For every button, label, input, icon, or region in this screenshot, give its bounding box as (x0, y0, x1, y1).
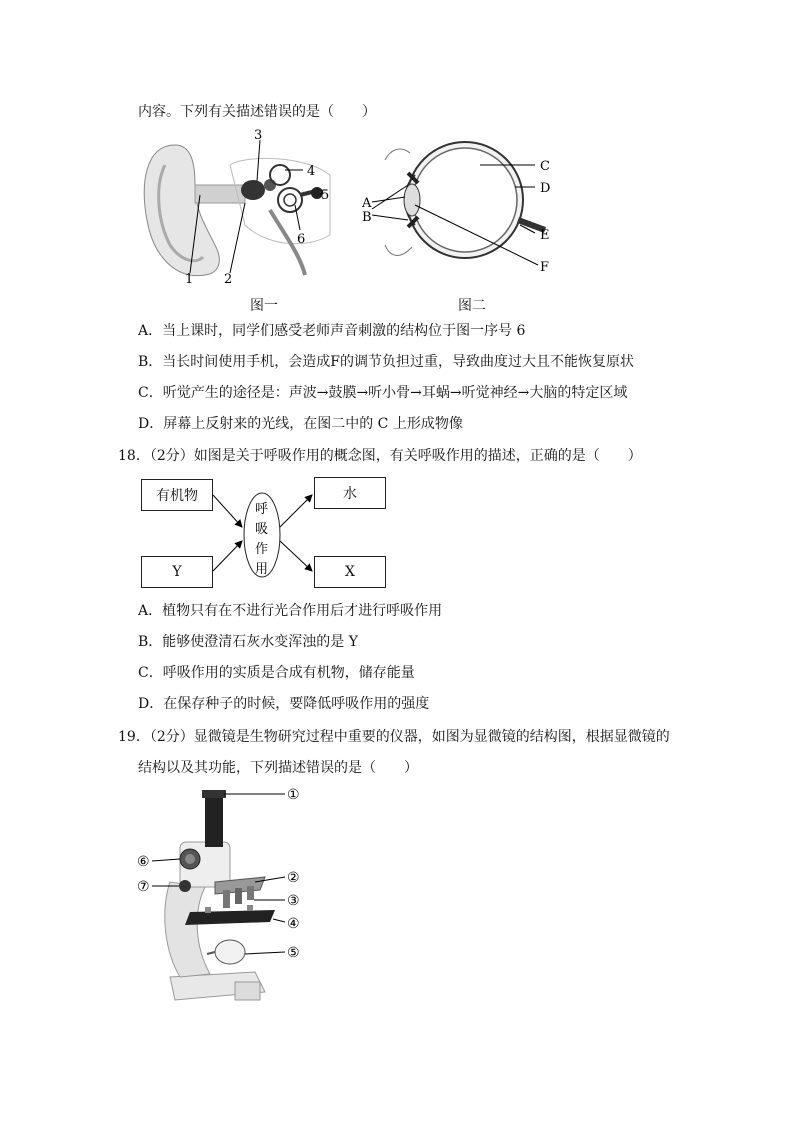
q17-option-b: B．当长时间使用手机，会造成F的调节负担过重，导致曲度过大且不能恢复原状 (138, 354, 634, 370)
q18-option-d: D．在保存种子的时候，要降低呼吸作用的强度 (138, 696, 430, 712)
ear-label-2: 2 (224, 272, 233, 285)
organic-matter-box: 有机物 (141, 479, 213, 511)
ear-figure (135, 125, 355, 285)
q19-stem-line1: 19．（2分）显微镜是生物研究过程中重要的仪器，如图为显微镜的结构图，根据显微镜的 (118, 729, 670, 745)
eye-label-b: B (362, 210, 372, 225)
microscope-label-3: ③ (287, 893, 300, 909)
eye-figure (360, 125, 560, 275)
ear-label-6: 6 (297, 232, 306, 247)
ear-label-4: 4 (307, 164, 316, 179)
ear-label-5: 5 (321, 188, 330, 203)
microscope-label-7: ⑦ (137, 879, 150, 895)
center-char-2: 吸 (255, 522, 269, 537)
eye-label-d: D (540, 181, 551, 196)
microscope-label-1: ① (287, 787, 300, 803)
microscope-figure (135, 782, 315, 1007)
q18-stem: 18．（2分）如图是关于呼吸作用的概念图，有关呼吸作用的描述，正确的是（ ） (118, 448, 642, 464)
eye-label-a: A (362, 196, 372, 211)
microscope-label-5: ⑤ (287, 945, 300, 961)
center-char-3: 作 (255, 542, 269, 557)
microscope-label-4: ④ (287, 916, 300, 932)
y-box: Y (141, 556, 213, 588)
microscope-label-6: ⑥ (137, 854, 150, 870)
center-char-1: 呼 (255, 502, 269, 517)
eye-label-e: E (540, 228, 550, 243)
q17-stem: 内容。下列有关描述错误的是（ ） (138, 104, 376, 120)
q17-option-d: D．屏幕上反射来的光线，在图二中的 C 上形成物像 (138, 416, 463, 432)
q18-option-a: A．植物只有在不进行光合作用后才进行呼吸作用 (138, 603, 443, 619)
center-char-4: 用 (255, 562, 269, 577)
q17-option-a: A．当上课时，同学们感受老师声音刺激的结构位于图一序号 6 (138, 323, 526, 339)
ear-label-3: 3 (254, 128, 263, 143)
x-box: X (314, 556, 386, 588)
q17-option-c: C．听觉产生的途径是：声波→鼓膜→听小骨→耳蜗→听觉神经→大脑的特定区域 (138, 385, 628, 401)
q18-option-b: B．能够使澄清石灰水变浑浊的是 Y (138, 634, 358, 650)
microscope-label-2: ② (287, 870, 300, 886)
ear-label-1: 1 (185, 272, 194, 285)
respiration-diagram-arrows (210, 475, 390, 595)
eye-label-c: C (540, 159, 550, 174)
q18-option-c: C．呼吸作用的实质是合成有机物，储存能量 (138, 665, 415, 681)
water-box: 水 (314, 477, 386, 509)
eye-label-f: F (540, 260, 550, 275)
fig1-caption: 图一 (250, 298, 278, 314)
q19-stem-line2: 结构以及其功能，下列描述错误的是（ ） (138, 760, 418, 776)
fig2-caption: 图二 (458, 298, 486, 314)
